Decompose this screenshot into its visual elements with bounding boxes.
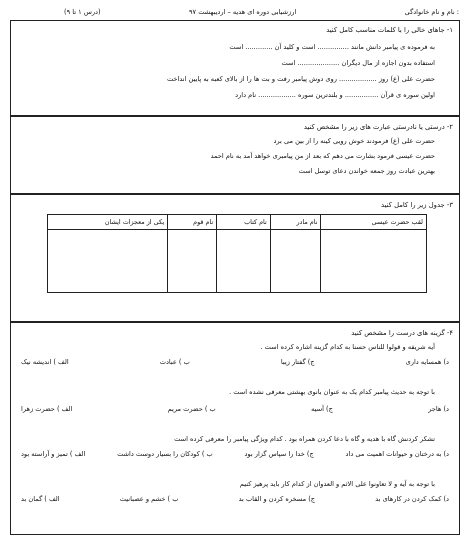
question-2-section bbox=[10, 116, 460, 194]
mc-option[interactable]: د) به درختان و حیوانات اهمیت می داد bbox=[345, 450, 449, 458]
question-1-line: اولین سوره ی قرآن ................ و بلندترین سوره .................. نام دارد bbox=[235, 91, 435, 99]
mc-option[interactable]: د) هاجر bbox=[428, 405, 449, 413]
mc-options bbox=[21, 405, 449, 413]
mc-option[interactable]: ج) مسخره کردن و القاب بد bbox=[238, 495, 316, 503]
mc-option[interactable]: ج) آسیه bbox=[311, 405, 333, 413]
mc-option[interactable]: الف ) گمان بد bbox=[21, 495, 60, 503]
mc-option[interactable]: الف ) تمیز و آراسته بود bbox=[21, 450, 86, 458]
mc-question: تشکر کردنش گاه با هدیه و گاه با دعا کردن همراه بود . کدام ویژگی پیامبر را معرفی کرده است bbox=[174, 435, 435, 443]
table-header: نام کتاب bbox=[217, 215, 271, 230]
mc-options bbox=[21, 450, 449, 458]
mc-option[interactable]: الف ) اندیشه نیک bbox=[21, 358, 69, 366]
mc-option[interactable]: ج) خدا را سپاس گزار بود bbox=[244, 450, 314, 458]
question-1-line: حضرت علی (ع) روز .................. روی دوش پیامبر رفت و بت ها را از بالای کعبه به پایین انداخت bbox=[166, 75, 435, 83]
answer-cell[interactable] bbox=[48, 230, 168, 293]
mc-option[interactable]: ب ) حضرت مریم bbox=[167, 405, 216, 413]
mc-option[interactable]: ج) گفتار زیبا bbox=[280, 358, 315, 366]
mc-option[interactable]: ب ) خشم و عصبانیت bbox=[119, 495, 179, 503]
answer-cell[interactable] bbox=[321, 230, 427, 293]
question-2-line: حضرت عیسی فرمود بشارت می دهم که بعد از من پیامبری خواهد آمد به نام احمد bbox=[210, 152, 435, 160]
mc-question: با توجه به حدیث پیامبر کدام یک به عنوان بانوی بهشتی معرفی نشده است . bbox=[229, 388, 435, 396]
student-name-label: نام و نام خانوادگی : bbox=[404, 8, 459, 16]
mc-options bbox=[21, 495, 449, 503]
question-1-line: به فرموده ی پیامبر دانش مانند ............... است و کلید آن ............. است bbox=[229, 43, 435, 51]
question-1-line: استفاده بدون اجازه از مال دیگران .................... است bbox=[281, 59, 435, 67]
question-4-title: ۴- گزینه های درست را مشخص کنید bbox=[351, 329, 453, 337]
table-header: یکی از معجزات ایشان bbox=[48, 215, 168, 230]
table-header: نام قوم bbox=[168, 215, 217, 230]
exam-title: ارزشیابی دوره ای هدیه – اردیبهشت ۹۷ bbox=[189, 8, 297, 16]
exam-header bbox=[4, 4, 459, 20]
mc-option[interactable]: د) همسایه داری bbox=[405, 358, 449, 366]
mc-option[interactable]: ب ) عبادت bbox=[159, 358, 190, 366]
question-3-section bbox=[10, 194, 460, 322]
mc-question: آیه شریفه و قولوا للناس حسنا به کدام گزینه اشاره کرده است . bbox=[260, 343, 435, 351]
mc-option[interactable]: الف ) حضرت زهرا bbox=[21, 405, 73, 413]
lesson-info-table bbox=[47, 214, 427, 293]
question-4-section bbox=[10, 322, 460, 535]
table-header: لقب حضرت عیسی bbox=[321, 215, 427, 230]
question-1-title: ۱- جاهای خالی را با کلمات مناسب کامل کنید bbox=[326, 26, 453, 34]
question-2-line: حضرت علی (ع) فرمودند خوش رویی کینه را از بین می برد bbox=[273, 137, 435, 145]
question-2-line: بهترین عبادت روز جمعه خواندن دعای توسل است bbox=[298, 167, 435, 175]
mc-options bbox=[21, 358, 449, 366]
lesson-range: (درس ۱ تا ۹) bbox=[64, 8, 101, 16]
mc-question: با توجه به آیه و لا تعاونوا علی الاثم و العدوان از کدام کار باید پرهیز کنیم bbox=[239, 480, 435, 488]
question-3-title: ۳- جدول زیر را کامل کنید bbox=[381, 201, 453, 209]
answer-cell[interactable] bbox=[168, 230, 217, 293]
mc-option[interactable]: ب ) کودکان را بسیار دوست داشت bbox=[117, 450, 213, 458]
question-2-title: ۲- درستی یا نادرستی عبارت های زیر را مشخص کنید bbox=[303, 123, 453, 131]
answer-cell[interactable] bbox=[217, 230, 271, 293]
answer-cell[interactable] bbox=[270, 230, 321, 293]
question-1-section bbox=[10, 20, 460, 116]
exam-page bbox=[4, 4, 459, 503]
mc-option[interactable]: د) کمک کردن در کارهای بد bbox=[375, 495, 449, 503]
table-header: نام مادر bbox=[270, 215, 321, 230]
